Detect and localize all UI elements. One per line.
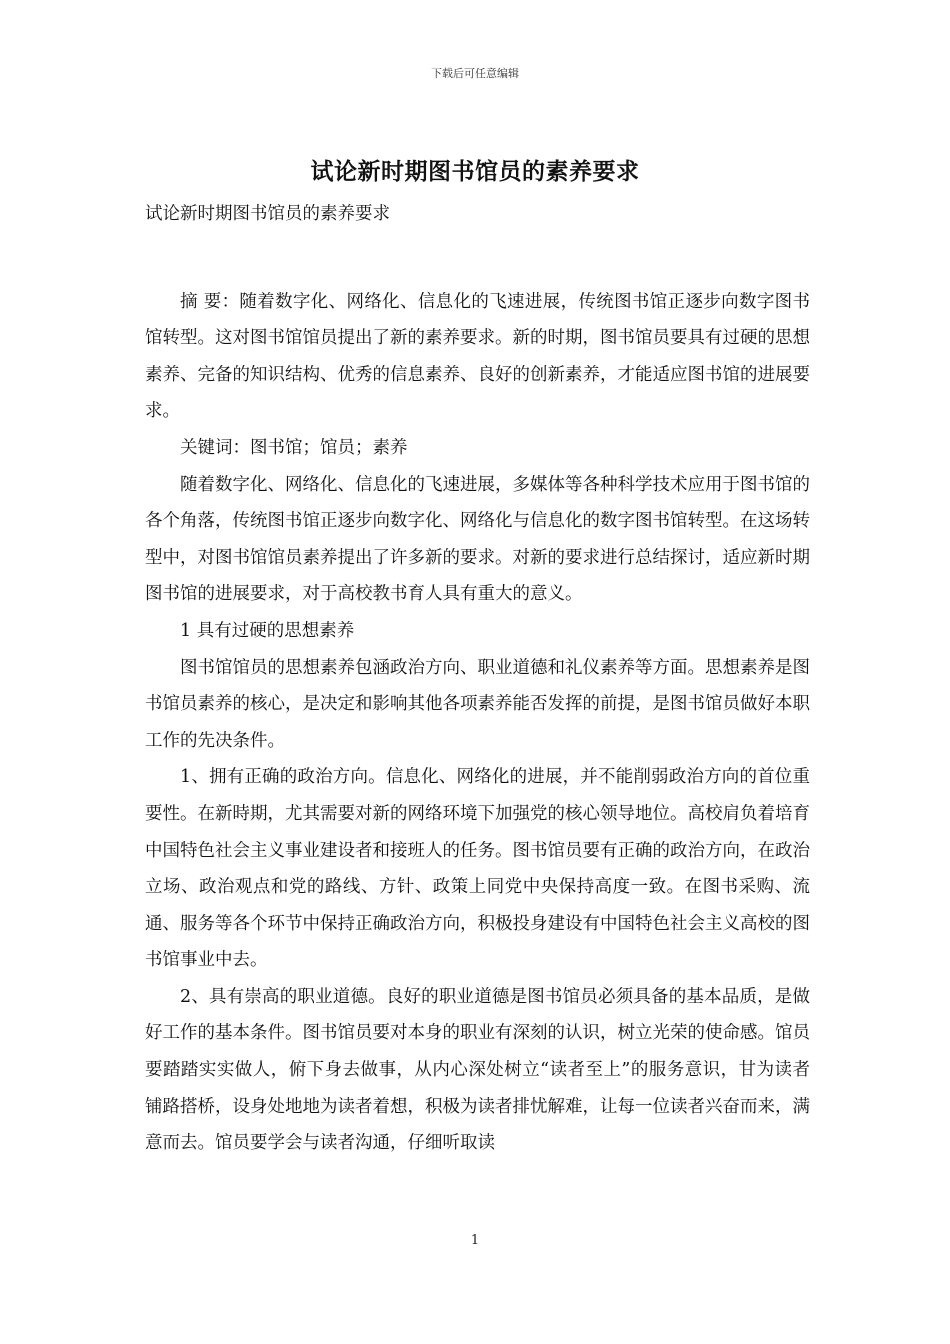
document-title: 试论新时期图书馆员的素养要求 xyxy=(310,158,640,185)
page-header: 下载后可任意编辑 xyxy=(431,67,519,80)
page-number: 1 xyxy=(470,1233,480,1248)
body-paragraph: 1、拥有正确的政治方向。信息化、网络化的进展，并不能削弱政治方向的首位重要性。在新時期，尤其需要对新的网络环境下加强党的核心领导地位。高校肩负着培育中国特色社会主义事业建设者和接班人的任务。图书馆员要有正确的政治方向，在政治立场、政治观点和党的路线、方针、政策上同党中央保持高度一致。在图书采购、流通、服务等各个环节中保持正确政治方向，积极投身建设有中国特色社会主义高校的图书馆事业中去。 xyxy=(145,767,810,971)
keywords-line: 关键词：图书馆；馆员；素养 xyxy=(180,437,408,458)
document-subtitle: 试论新时期图书馆员的素养要求 xyxy=(145,204,390,224)
blank-line xyxy=(145,233,810,284)
body-paragraph: 图书馆馆员的思想素养包涵政治方向、职业道德和礼仪素养等方面。思想素养是图书馆员素养的核心，是决定和影响其他各项素养能否发挥的前提，是图书馆员做好本职工作的先决条件。 xyxy=(145,657,810,751)
body-paragraph: 随着数字化、网络化、信息化的飞速进展，多媒体等各种科学技术应用于图书馆的各个角落，传统图书馆正逐步向数字化、网络化与信息化的数字图书馆转型。在这场转型中，对图书馆馆员素养提出了许多新的要求。对新的要求进行总结探讨，适应新时期图书馆的进展要求，对于高校教书育人具有重大的意义。 xyxy=(145,474,810,605)
section-heading: 1 具有过硬的思想素养 xyxy=(180,620,355,641)
document-body xyxy=(145,196,810,1162)
abstract-paragraph: 摘 要：随着数字化、网络化、信息化的飞速进展，传统图书馆正逐步向数字图书馆转型。这对图书馆馆员提出了新的素养要求。新的时期，图书馆员要具有过硬的思想素养、完备的知识结构、优秀的信息素养、良好的创新素养，才能适应图书馆的进展要求。 xyxy=(145,291,810,422)
body-paragraph: 2、具有崇高的职业道德。良好的职业道德是图书馆员必须具备的基本品质，是做好工作的基本条件。图书馆员要对本身的职业有深刻的认识，树立光荣的使命感。馆员要踏踏实实做人，俯下身去做事，从内心深处树立“读者至上”的服务意识，甘为读者铺路搭桥，设身处地地为读者着想，积极为读者排忧解难，让每一位读者兴奋而来，满意而去。馆员要学会与读者沟通，仔细听取读 xyxy=(145,986,810,1154)
